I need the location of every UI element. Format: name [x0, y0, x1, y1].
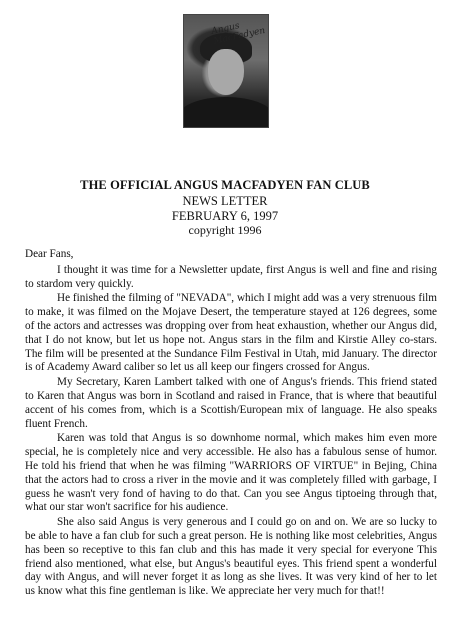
photo-face [208, 49, 244, 95]
letter-paragraph-3: My Secretary, Karen Lambert talked with one of Angus's friends. This friend stated to Karen that Angus was born in Scotland and raised in France, that is where that beautiful accent of his comes from, which is a Scottish/European mix of language. He also speaks fluent French. [25, 376, 437, 430]
letter-salutation: Dear Fans, [25, 248, 74, 260]
letter-paragraph-2: He finished the filming of "NEVADA", which I might add was a very strenuous film to make, it was filmed on the Mojave Desert, the temperature stayed at 126 degrees, some of the actors and actresses was dropping over from heat exhaustion, whether our Angus did, that I do not know, but let us hope not. Angus stars in the film and Kirstie Alley co-stars. The film will be presented at the Sundance Film Festival in Utah, mid January. The director is of Academy Award caliber so let us all keep our fingers crossed for Angus. [25, 292, 437, 374]
newsletter-subtitle: NEWS LETTER [182, 194, 268, 208]
letter-paragraph-5: She also said Angus is very generous and I could go on and on. We are so lucky to be able to have a fan club for such a great person. He is nothing like most celebrities, Angus has been so receptive to this fan club and this has made it very special for everyone This friend also mentioned, what else, but Angus's beautiful eyes. This friend spent a wonderful day with Angus, and will never forget it as long as she lives. It was very kind of her to let us know what this fine gentleman is like. We appreciate her very much for that!! [25, 516, 437, 598]
newsletter-date: FEBRUARY 6, 1997 [171, 209, 279, 223]
angus-portrait-photo [183, 14, 269, 128]
newsletter-title: THE OFFICIAL ANGUS MACFADYEN FAN CLUB [80, 178, 370, 192]
newsletter-copyright: copyright 1996 [188, 223, 262, 237]
photo-signature: Angus MacFadyen [210, 21, 267, 47]
letter-paragraph-1: I thought it was time for a Newsletter update, first Angus is well and fine and rising to stardom very quickly. [25, 263, 437, 290]
photo-shoulders [183, 97, 269, 128]
letter-body [25, 248, 437, 599]
letter-paragraph-4: Karen was told that Angus is so downhome normal, which makes him even more special, he is completely nice and very accessible. He also has a fabulous sense of humor. He told his friend that when he was filming "WARRIORS OF VIRTUE" in Bejing, China that the actors had to cross a river in the movie and it was completely filled with garbage, I guess he wasn't very fond of having to do that. Can you see Angus tiptoeing through that, what our star won't sacrifice for his audience. [25, 432, 437, 514]
